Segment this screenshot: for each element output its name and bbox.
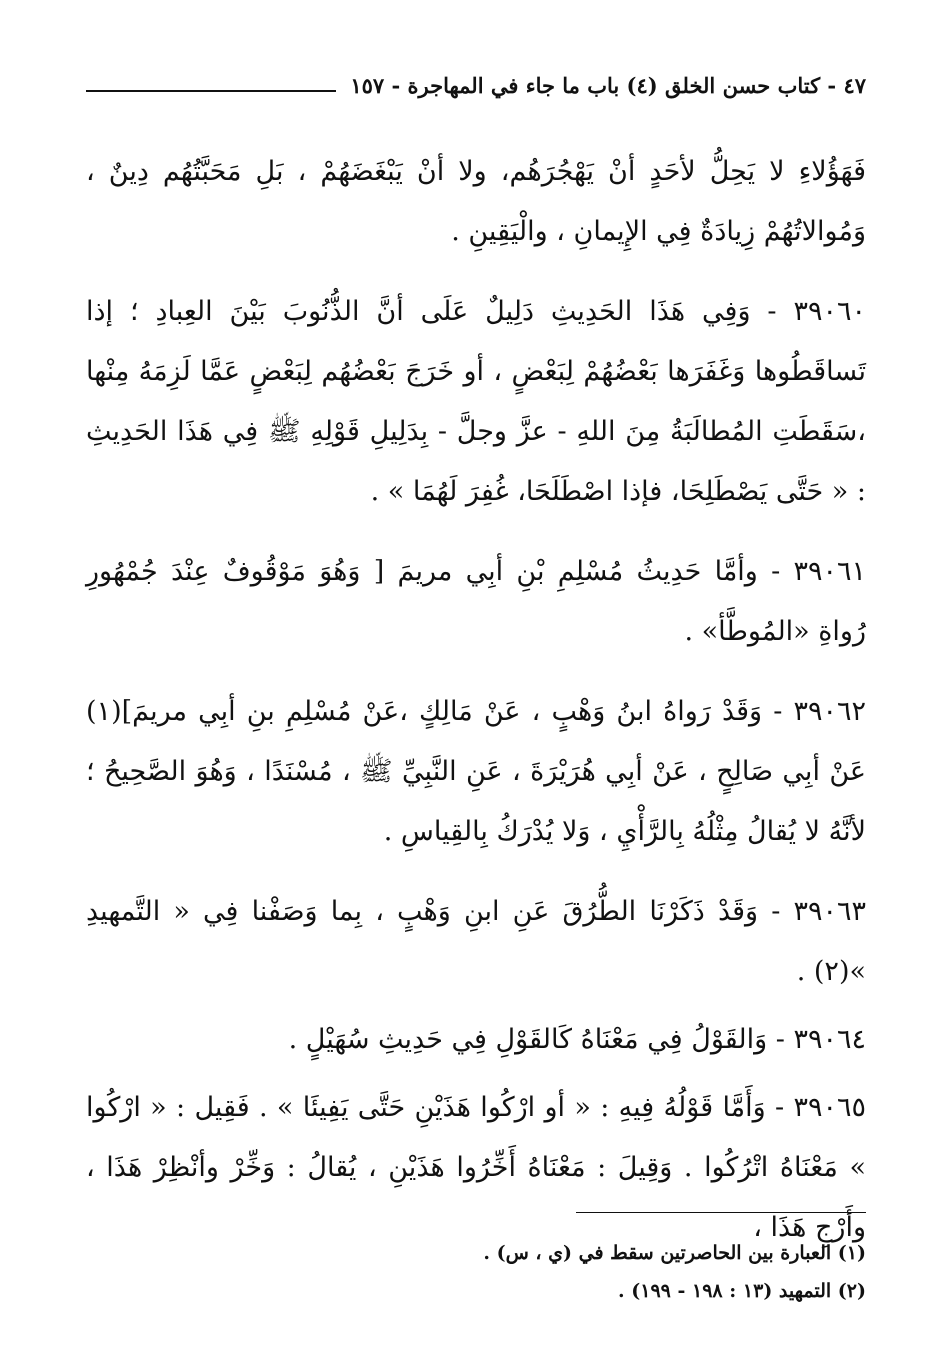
paragraph-39061: ٣٩٠٦١ - وأمَّا حَدِيثُ مُسْلِمِ بْنِ أبِي مريمَ [ وَهُوَ مَوْقُوفٌ عِنْدَ جُمْهُورِ رُواةِ «المُوطَّأ» . — [86, 556, 866, 647]
footnotes — [86, 1234, 866, 1310]
running-header — [86, 66, 866, 100]
header-rule — [86, 90, 336, 92]
running-title: ٤٧ - كتاب حسن الخلق (٤) باب ما جاء في المهاجرة - ١٥٧ — [350, 73, 866, 98]
paragraph-39060: ٣٩٠٦٠ - وَفِي هَذَا الحَدِيثِ دَلِيلٌ عَلَى أنَّ الذُّنُوبَ بَيْنَ العِبادِ ؛ إذا تَساقَطُوها وَغَفَرَها بَعْضُهُمْ لِبَعْضٍ ، أو خَرَجَ بَعْضُهُم لِبَعْضٍ عَمَّا لَزِمَهُ مِنْها ،سَقَطَتِ المُطالَبَةُ مِنَ اللهِ - عزَّ وجلَّ - بِدَلِيلِ قَوْلِهِ ﷺ فِي هَذَا الحَدِيثِ : « حَتَّى يَصْطَلِحَا، فإذا اصْطَلَحَا، غُفِرَ لَهُمَا » . — [86, 296, 866, 507]
main-text — [86, 142, 866, 1266]
paragraph-39064: ٣٩٠٦٤ - وَالقَوْلُ فِي مَعْنَاهُ كَالقَوْلِ فِي حَدِيثِ سُهَيْلٍ . — [288, 1024, 866, 1055]
footnote-separator — [576, 1212, 866, 1213]
paragraph-39062: ٣٩٠٦٢ - وَقَدْ رَواهُ ابنُ وَهْبٍ ، عَنْ مَالِكٍ ،عَنْ مُسْلِمِ بنِ أبِي مريمَ](١) عَنْ أبِي صَالِحٍ ، عَنْ أبِي هُرَيْرَةَ ، عَنِ النَّبِيِّ ﷺ ، مُسْنَدًا ، وَهُوَ الصَّحِيحُ ؛ لأنَّهُ لا يُقالُ مِثْلُهُ بِالرَّأْيِ ، وَلا يُدْرَكُ بِالقِياسِ . — [86, 696, 866, 847]
footnote-1: (١) العبارة بين الحاصرتين سقط في (ي ، س) . — [483, 1242, 866, 1264]
paragraph-39065: ٣٩٠٦٥ - وَأَمَّا قَوْلُهُ فِيهِ : « أو ارْكُوا هَذَيْنِ حَتَّى يَفِيئَا » . فَقِيل : « ارْكُوا » مَعْنَاهُ اتْرُكُوا . وَقِيلَ : مَعْنَاهُ أَخِّرُوا هَذَيْنِ ، يُقالُ : وَخِّرْ وأنْظِرْ هَذَا ، وأَرْجِ هَذَا ، — [86, 1092, 866, 1243]
paragraph-39063: ٣٩٠٦٣ - وَقَدْ ذَكَرْنَا الطُّرُقَ عَنِ ابنِ وَهْبٍ ، بِما وَصَفْنا فِي « التَّمهيدِ »(٢) . — [86, 896, 866, 987]
footnote-2: (٢) التمهيد (١٣ : ١٩٨ - ١٩٩) . — [618, 1280, 866, 1302]
paragraph-1: فَهَؤُلاءِ لا يَحِلُّ لأحَدٍ أنْ يَهْجُرَهُم، ولا أنْ يَبْغَضَهُمْ ، بَلِ مَحَبَّتُهُم دِينٌ ، وَمُوالاتُهُمْ زِيادَةٌ فِي الإِيمانِ ، والْيَقِينِ . — [86, 156, 866, 247]
